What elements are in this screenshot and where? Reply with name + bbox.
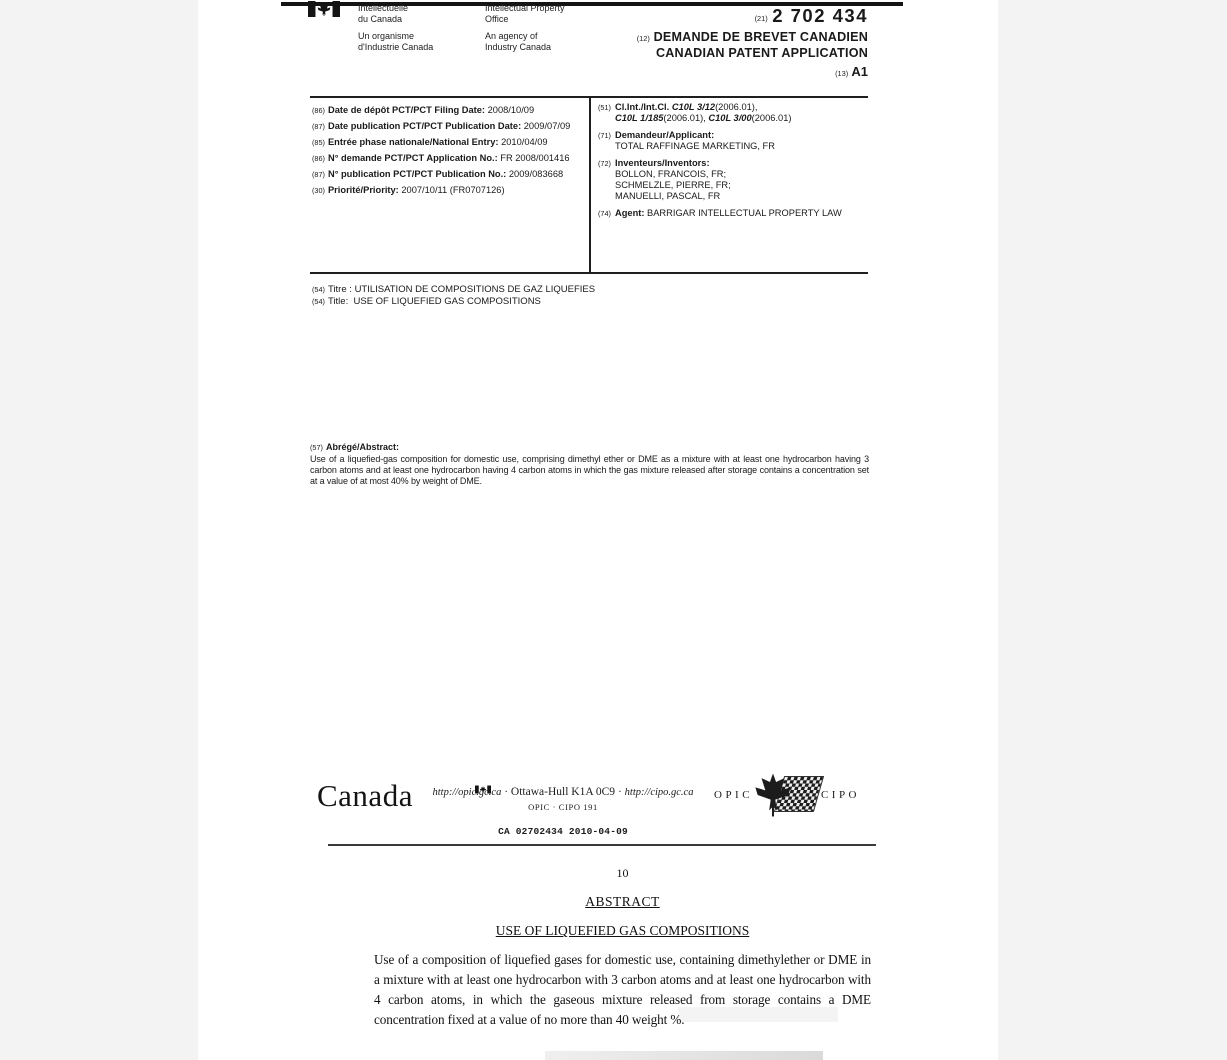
abstract-label: Abrégé/Abstract: (325, 442, 399, 452)
inventor-name: SCHMELZLE, PIERRE, FR; (615, 180, 731, 190)
field-code: (13) (835, 69, 849, 78)
footer-contact (420, 786, 706, 812)
field-code: (72) (598, 159, 611, 168)
field-label: Title: (327, 295, 349, 307)
biblio-left-column (312, 102, 588, 198)
agency-fr-line: d'Industrie Canada (358, 42, 434, 52)
applicant-name: TOTAL RAFFINAGE MARKETING, FR (615, 141, 775, 151)
field-label: Priorité/Priority: (327, 185, 399, 195)
page-number: 10 (616, 866, 629, 880)
field-code: (71) (598, 131, 611, 140)
opic-label: OPIC (714, 789, 754, 801)
abstract-title: USE OF LIQUEFIED GAS COMPOSITIONS (495, 923, 750, 938)
document-stamp: CA 02702434 2010-04-09 (498, 826, 628, 837)
biblio-row (312, 150, 588, 166)
inventors-block (598, 158, 866, 202)
field-code: (87) (312, 170, 325, 179)
doc-type-fr: DEMANDE DE BREVET CANADIEN (653, 30, 868, 44)
field-code: (54) (312, 285, 325, 294)
agent-name: BARRIGAR INTELLECTUAL PROPERTY LAW (647, 208, 842, 218)
class-code: C10L 3/00 (708, 113, 752, 123)
opic-url: http://opic.gc.ca (432, 787, 502, 798)
abstract-heading: ABSTRACT (585, 894, 660, 909)
abstract-block (310, 442, 869, 487)
agency-fr-line: du Canada (358, 14, 403, 24)
biblio-row (312, 134, 588, 150)
header-right-block (528, 5, 868, 79)
footer-rule (328, 844, 876, 846)
agent-block (598, 208, 866, 219)
field-code: (74) (598, 209, 611, 218)
title-block (312, 284, 595, 307)
biblio-row (312, 166, 588, 182)
abstract-body: Use of a composition of liquefied gases for domestic use, containing dimethylether or DME in a mixture with at least one hydrocarbon with 3 carbon atoms and at least one hydrocarbon with 4 carbon atoms, in which the gaseous mixture released from storage contains a DME concentration fixed at a value of no more than 40 weight %. (374, 952, 871, 1027)
maple-leaf-icon (750, 772, 796, 818)
field-code: (86) (312, 106, 325, 115)
field-code: (51) (598, 103, 611, 112)
class-year: (2006.01), (715, 102, 758, 112)
doc-type-fr-line (528, 30, 868, 46)
field-value: 2007/10/11 (FR0707126) (401, 185, 505, 195)
patent-number-line (528, 5, 868, 27)
agency-en-line: An agency of (485, 31, 538, 41)
field-code: (12) (636, 34, 650, 43)
kind-code: A1 (851, 64, 868, 79)
field-label: Inventeurs/Inventors: (615, 158, 710, 168)
field-value: FR 2008/001416 (500, 153, 570, 163)
canada-flag-icon (307, 1, 341, 17)
footer-contact-line (420, 786, 706, 798)
title-fr: UTILISATION DE COMPOSITIONS DE GAZ LIQUEFIES (354, 284, 596, 295)
field-code: (87) (312, 122, 325, 131)
dot-separator: · (617, 786, 622, 798)
biblio-right-column (598, 102, 866, 225)
field-label: Cl.Int./Int.Cl. (615, 102, 670, 112)
patent-number: 2 702 434 (772, 5, 868, 26)
class-code: C10L 3/12 (671, 102, 716, 112)
scan-artifact (545, 1051, 823, 1060)
canada-wordmark: Canada (317, 778, 413, 813)
field-value: 2009/083668 (508, 169, 564, 179)
opic-cipo-logo (714, 772, 860, 818)
agency-en-line: Office (485, 14, 509, 24)
abstract-page-block (374, 866, 871, 1030)
field-code: (86) (312, 154, 325, 163)
applicant-block (598, 130, 866, 152)
biblio-row (312, 118, 588, 134)
abstract-text: Use of a liquefied-gas composition for domestic use, comprising dimethyl ether or DME as a mixture with at least one hydrocarbon having 3 carbon atoms and at least one hydrocarbon having 4 carbon atoms in which the gas mixture released after storage contains a concentration set at a value of at most 40% by weight of DME. (310, 454, 869, 486)
cipo-label: CIPO (820, 789, 860, 801)
biblio-row (312, 102, 588, 118)
inventor-name: BOLLON, FRANCOIS, FR; (615, 169, 727, 179)
title-en: USE OF LIQUEFIED GAS COMPOSITIONS (353, 295, 541, 307)
field-value: 2009/07/09 (523, 121, 571, 131)
field-label: Date publication PCT/PCT Publication Date: (327, 121, 522, 131)
abstract-label-line (310, 442, 869, 453)
field-code: (21) (754, 14, 768, 23)
cipo-url: http://cipo.gc.ca (624, 787, 694, 798)
field-label: Demandeur/Applicant: (615, 130, 715, 140)
title-fr-line (312, 284, 595, 296)
field-label: Entrée phase nationale/National Entry: (327, 137, 499, 147)
field-label: Date de dépôt PCT/PCT Filing Date: (327, 105, 486, 115)
agency-name-fr (358, 3, 468, 53)
class-year: (2006.01) (751, 113, 792, 123)
int-class-block (598, 102, 866, 124)
field-code: (54) (312, 296, 325, 306)
field-label: N° publication PCT/PCT Publication No.: (327, 169, 507, 179)
agency-en-line: Intellectual Property (485, 3, 565, 13)
kind-code-line (528, 64, 868, 79)
agency-fr-line: Un organisme (358, 31, 415, 41)
field-code: (30) (312, 186, 325, 195)
doc-type-en: CANADIAN PATENT APPLICATION (655, 46, 868, 60)
class-year: (2006.01), (663, 113, 706, 123)
field-label: Agent: (615, 208, 645, 218)
patent-document-page (198, 0, 998, 1060)
field-label: N° demande PCT/PCT Application No.: (327, 153, 498, 163)
opic-cipo-ref: OPIC · CIPO 191 (528, 802, 598, 812)
title-en-line (312, 296, 595, 308)
inventor-name: MANUELLI, PASCAL, FR (615, 191, 721, 201)
dot-separator: · (504, 786, 509, 798)
field-code: (85) (312, 138, 325, 147)
class-code: C10L 1/185 (615, 113, 664, 123)
field-value: 2008/10/09 (487, 105, 535, 115)
biblio-column-divider (589, 96, 591, 274)
agency-fr-line: Intellectuelle (358, 3, 409, 13)
biblio-row (312, 182, 588, 198)
field-code: (57) (310, 443, 323, 452)
field-value: 2010/04/09 (501, 137, 548, 147)
field-label: Titre : (327, 284, 352, 295)
agency-en-line: Industry Canada (485, 42, 552, 52)
footer-address: Ottawa-Hull K1A 0C9 (510, 786, 616, 798)
